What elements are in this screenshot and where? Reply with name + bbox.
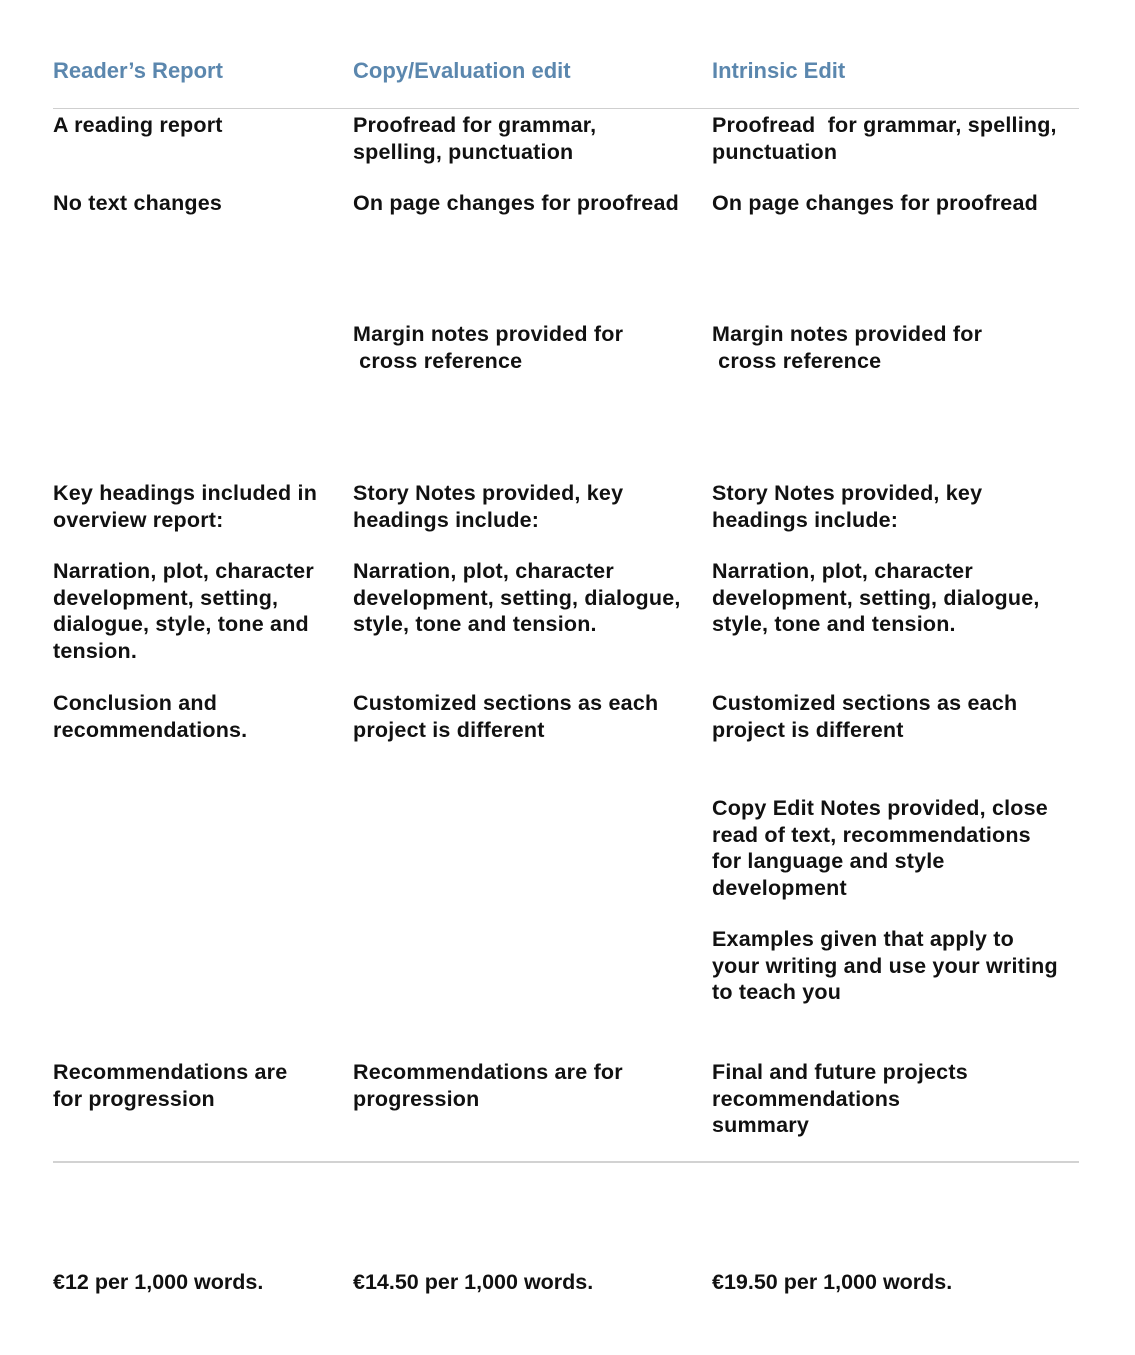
readers-report-row-1: A reading report <box>53 113 223 137</box>
readers-report-row-2: No text changes <box>53 191 223 215</box>
copy-edit-row-5: Narration, plot, character development, setting, dialogue, style, tone and tension. <box>353 559 681 636</box>
intrinsic-edit-row-5: Narration, plot, character development, setting, dialogue, style, tone and tension. <box>712 559 1040 636</box>
readers-report-row-5: Narration, plot, character development, setting, dialogue, style, tone and tension. <box>53 559 314 663</box>
intrinsic-edit-row-8: Examples given that apply to your writing and use your writing to teach you <box>712 927 1058 1004</box>
intrinsic-edit-row-2: On page changes for proofread <box>712 191 1038 215</box>
intrinsic-edit-price: €19.50 per 1,000 words. <box>712 1270 953 1294</box>
intrinsic-edit-row-6: Customized sections as each project is different <box>712 691 1018 742</box>
intrinsic-edit-row-4: Story Notes provided, key headings include: <box>712 481 983 532</box>
copy-edit-row-1: Proofread for grammar, spelling, punctuation <box>353 113 597 164</box>
header-divider <box>53 108 1079 109</box>
intrinsic-edit-row-3: Margin notes provided for cross reference <box>712 322 983 373</box>
copy-edit-row-4: Story Notes provided, key headings include: <box>353 481 624 532</box>
copy-edit-price: €14.50 per 1,000 words. <box>353 1270 594 1294</box>
footer-divider <box>53 1161 1079 1163</box>
copy-edit-row-6: Customized sections as each project is different <box>353 691 659 742</box>
readers-report-row-6: Conclusion and recommendations. <box>53 691 248 742</box>
column-header-readers-report: Reader’s Report <box>53 58 223 83</box>
column-header-copy-evaluation-edit: Copy/Evaluation edit <box>353 58 571 83</box>
intrinsic-edit-row-7: Copy Edit Notes provided, close read of text, recommendations for language and style development <box>712 796 1048 900</box>
readers-report-row-4: Key headings included in overview report: <box>53 481 318 532</box>
intrinsic-edit-row-1: Proofread for grammar, spelling, punctuation <box>712 113 1057 164</box>
copy-edit-row-3: Margin notes provided for cross reference <box>353 322 624 373</box>
copy-edit-row-2: On page changes for proofread <box>353 191 679 215</box>
intrinsic-edit-row-9: Final and future projects recommendations summary <box>712 1060 968 1137</box>
readers-report-row-9: Recommendations are for progression <box>53 1060 288 1111</box>
readers-report-price: €12 per 1,000 words. <box>53 1270 264 1294</box>
column-header-intrinsic-edit: Intrinsic Edit <box>712 58 846 83</box>
copy-edit-row-9: Recommendations are for progression <box>353 1060 623 1111</box>
